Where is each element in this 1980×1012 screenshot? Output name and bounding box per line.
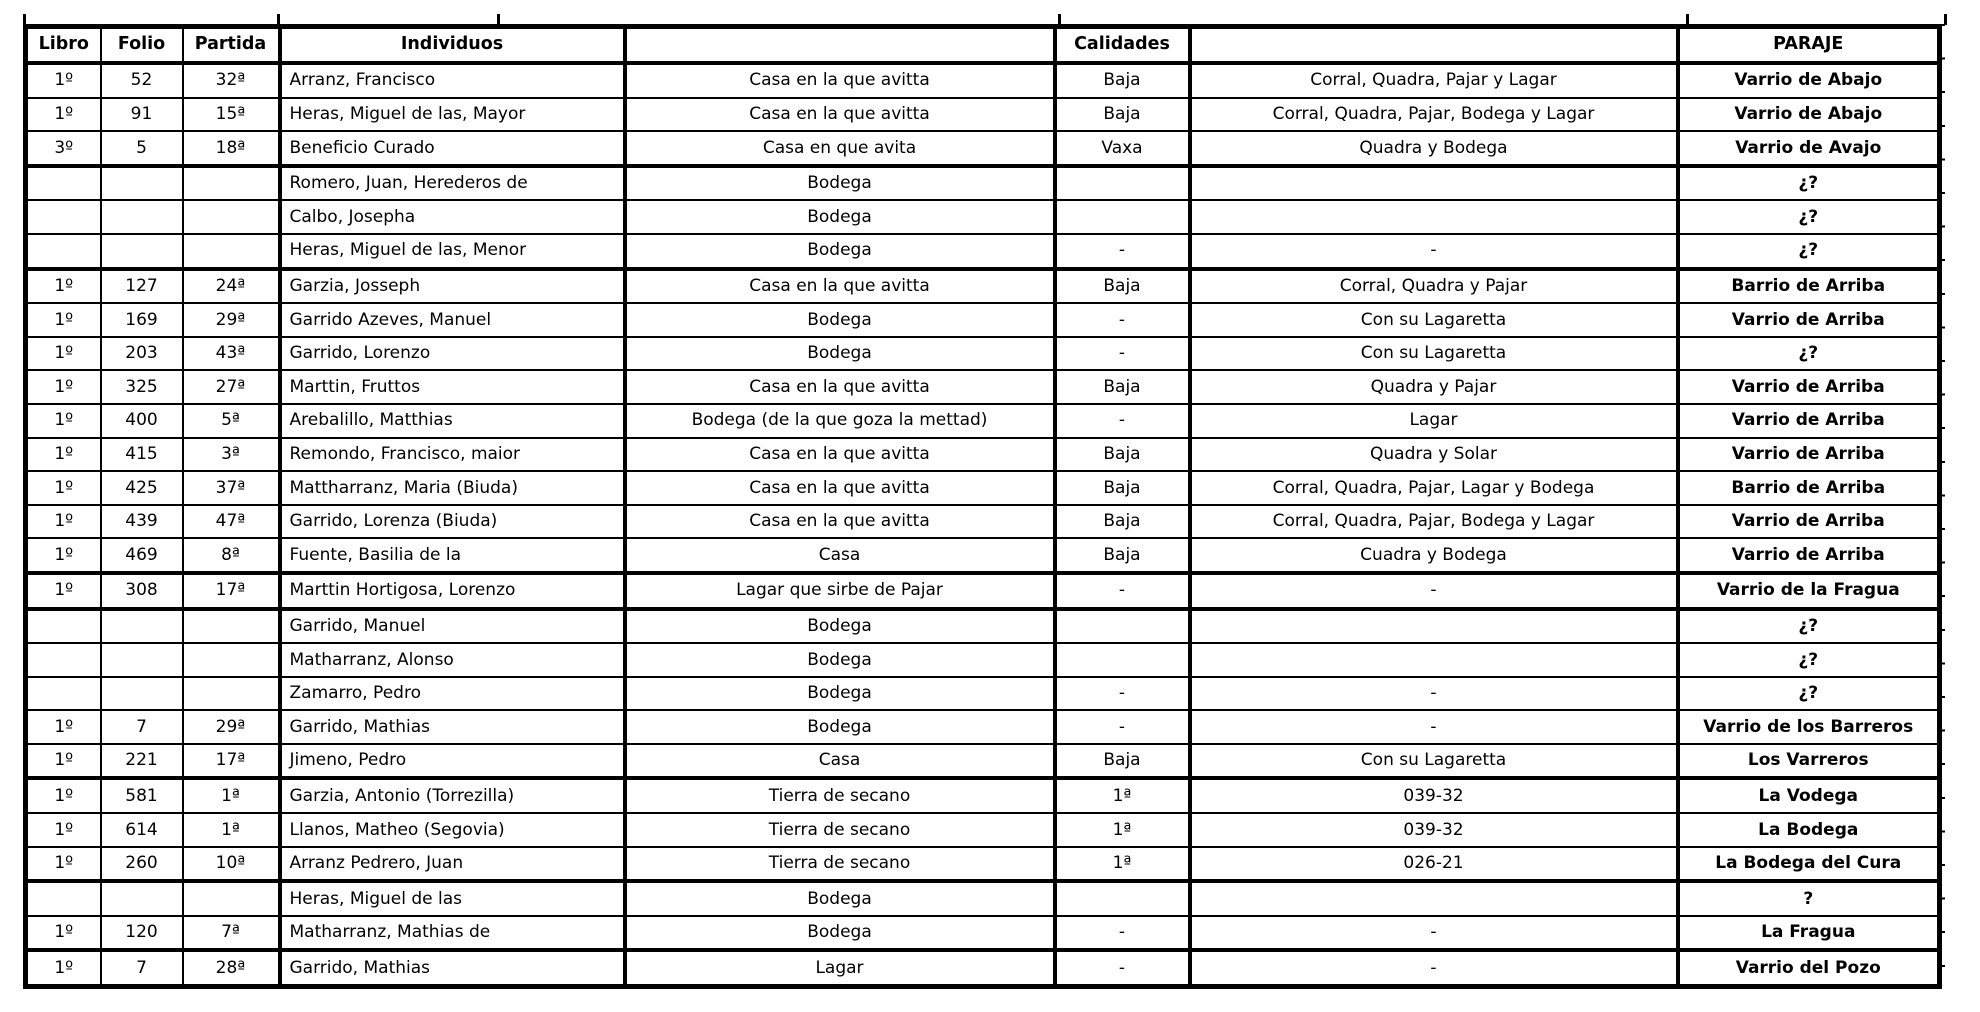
cell-descripcion: Bodega — [625, 234, 1055, 269]
cell-descripcion: Bodega — [625, 200, 1055, 234]
table-row — [26, 950, 1940, 986]
cell-paraje: ¿? — [1678, 643, 1940, 677]
cell-dependencias: - — [1190, 677, 1678, 711]
cell-libro — [26, 609, 101, 644]
table-row — [26, 710, 1940, 744]
cell-libro — [26, 881, 101, 916]
cell-descripcion: Bodega — [625, 166, 1055, 201]
cell-paraje: ¿? — [1678, 200, 1940, 234]
cell-folio: 614 — [101, 813, 183, 847]
cell-libro: 1º — [26, 63, 101, 98]
cell-partida — [183, 643, 280, 677]
cell-paraje: Barrio de Arriba — [1678, 471, 1940, 505]
cell-calidad: - — [1055, 337, 1190, 371]
cell-individuo: Romero, Juan, Herederos de — [280, 166, 625, 201]
cell-individuo: Garrido, Mathias — [280, 950, 625, 986]
table-row — [26, 200, 1940, 234]
cell-dependencias — [1190, 609, 1678, 644]
cell-libro: 1º — [26, 337, 101, 371]
cell-descripcion: Bodega (de la que goza la mettad) — [625, 404, 1055, 438]
cell-partida: 37ª — [183, 471, 280, 505]
table-row — [26, 609, 1940, 644]
cell-calidad: 1ª — [1055, 778, 1190, 813]
cell-individuo: Garrido, Mathias — [280, 710, 625, 744]
cell-individuo: Arranz, Francisco — [280, 63, 625, 98]
cell-descripcion: Bodega — [625, 643, 1055, 677]
cell-partida: 1ª — [183, 813, 280, 847]
cell-libro: 1º — [26, 744, 101, 779]
cell-paraje: Varrio de Arriba — [1678, 404, 1940, 438]
cell-individuo: Jimeno, Pedro — [280, 744, 625, 779]
cell-calidad: 1ª — [1055, 847, 1190, 882]
table-row — [26, 471, 1940, 505]
cell-paraje: Varrio del Pozo — [1678, 950, 1940, 986]
cell-individuo: Garzia, Josseph — [280, 269, 625, 304]
cell-dependencias: - — [1190, 573, 1678, 609]
cell-paraje: Varrio de la Fragua — [1678, 573, 1940, 609]
cell-libro — [26, 234, 101, 269]
cell-individuo: Arranz Pedrero, Juan — [280, 847, 625, 882]
cell-folio: 469 — [101, 538, 183, 573]
cell-partida: 17ª — [183, 744, 280, 779]
table-row — [26, 744, 1940, 779]
cell-dependencias: Quadra y Pajar — [1190, 370, 1678, 404]
cell-dependencias: - — [1190, 234, 1678, 269]
cell-descripcion: Casa en la que avitta — [625, 471, 1055, 505]
cell-libro: 1º — [26, 916, 101, 951]
cell-calidad: Baja — [1055, 744, 1190, 779]
table-row — [26, 98, 1940, 132]
cell-partida: 5ª — [183, 404, 280, 438]
cell-descripcion: Tierra de secano — [625, 847, 1055, 882]
cell-partida — [183, 200, 280, 234]
cell-calidad: Baja — [1055, 370, 1190, 404]
cell-folio: 169 — [101, 303, 183, 337]
cell-individuo: Remondo, Francisco, maior — [280, 438, 625, 472]
cell-folio: 581 — [101, 778, 183, 813]
cell-partida — [183, 677, 280, 711]
cell-partida: 7ª — [183, 916, 280, 951]
cell-descripcion: Tierra de secano — [625, 813, 1055, 847]
cell-calidad: Baja — [1055, 438, 1190, 472]
cell-descripcion: Bodega — [625, 881, 1055, 916]
cell-individuo: Calbo, Josepha — [280, 200, 625, 234]
cell-calidad: - — [1055, 950, 1190, 986]
cell-libro: 1º — [26, 471, 101, 505]
cell-folio: 120 — [101, 916, 183, 951]
cell-descripcion: Casa en la que avitta — [625, 505, 1055, 539]
cell-dependencias: - — [1190, 950, 1678, 986]
cell-paraje: Varrio de Arriba — [1678, 505, 1940, 539]
cell-folio: 7 — [101, 710, 183, 744]
cell-calidad — [1055, 200, 1190, 234]
cell-calidad: Baja — [1055, 98, 1190, 132]
cell-libro: 1º — [26, 847, 101, 882]
cell-folio — [101, 234, 183, 269]
cell-individuo: Marttin, Fruttos — [280, 370, 625, 404]
cell-dependencias — [1190, 200, 1678, 234]
header-individuos: Individuos — [280, 27, 625, 64]
cell-calidad: Baja — [1055, 63, 1190, 98]
cell-individuo: Marttin Hortigosa, Lorenzo — [280, 573, 625, 609]
cell-folio: 308 — [101, 573, 183, 609]
cell-individuo: Garzia, Antonio (Torrezilla) — [280, 778, 625, 813]
cell-calidad: - — [1055, 303, 1190, 337]
cell-libro: 1º — [26, 370, 101, 404]
cell-libro: 1º — [26, 950, 101, 986]
cell-individuo: Zamarro, Pedro — [280, 677, 625, 711]
cell-descripcion: Tierra de secano — [625, 778, 1055, 813]
table-row — [26, 881, 1940, 916]
cell-paraje: Barrio de Arriba — [1678, 269, 1940, 304]
cell-libro: 1º — [26, 505, 101, 539]
cell-dependencias — [1190, 881, 1678, 916]
cell-dependencias: Con su Lagaretta — [1190, 744, 1678, 779]
cell-dependencias: 039-32 — [1190, 813, 1678, 847]
cell-descripcion: Lagar — [625, 950, 1055, 986]
cell-descripcion: Lagar que sirbe de Pajar — [625, 573, 1055, 609]
cell-partida: 28ª — [183, 950, 280, 986]
cell-libro: 1º — [26, 538, 101, 573]
header-row — [26, 27, 1940, 64]
cell-paraje: La Bodega — [1678, 813, 1940, 847]
cell-libro: 3º — [26, 131, 101, 166]
cell-dependencias: Corral, Quadra, Pajar, Bodega y Lagar — [1190, 98, 1678, 132]
cell-libro: 1º — [26, 404, 101, 438]
cell-individuo: Arebalillo, Matthias — [280, 404, 625, 438]
cell-paraje: La Bodega del Cura — [1678, 847, 1940, 882]
cell-descripcion: Casa en que avita — [625, 131, 1055, 166]
header-partida: Partida — [183, 27, 280, 64]
cell-paraje: Varrio de Arriba — [1678, 303, 1940, 337]
cell-paraje: Varrio de Avajo — [1678, 131, 1940, 166]
cell-folio: 260 — [101, 847, 183, 882]
cell-partida: 27ª — [183, 370, 280, 404]
cell-descripcion: Bodega — [625, 916, 1055, 951]
cell-paraje: ¿? — [1678, 609, 1940, 644]
cell-folio: 91 — [101, 98, 183, 132]
cell-paraje: Varrio de Abajo — [1678, 63, 1940, 98]
cell-calidad: Baja — [1055, 471, 1190, 505]
cell-libro: 1º — [26, 573, 101, 609]
cell-folio — [101, 609, 183, 644]
cell-descripcion: Bodega — [625, 337, 1055, 371]
cell-individuo: Fuente, Basilia de la — [280, 538, 625, 573]
table-row — [26, 813, 1940, 847]
cell-paraje: Varrio de los Barreros — [1678, 710, 1940, 744]
cell-dependencias: Lagar — [1190, 404, 1678, 438]
cell-partida — [183, 234, 280, 269]
header-descripcion-blank — [625, 27, 1055, 64]
cell-individuo: Matharranz, Mathias de — [280, 916, 625, 951]
cell-partida: 32ª — [183, 63, 280, 98]
cell-individuo: Garrido Azeves, Manuel — [280, 303, 625, 337]
cell-libro — [26, 200, 101, 234]
cell-calidad: Vaxa — [1055, 131, 1190, 166]
header-libro: Libro — [26, 27, 101, 64]
cell-calidad: - — [1055, 677, 1190, 711]
table-row — [26, 234, 1940, 269]
cell-folio — [101, 881, 183, 916]
cell-folio: 5 — [101, 131, 183, 166]
cell-partida: 18ª — [183, 131, 280, 166]
cell-dependencias: Quadra y Solar — [1190, 438, 1678, 472]
cell-partida: 29ª — [183, 303, 280, 337]
cell-folio: 127 — [101, 269, 183, 304]
cell-folio — [101, 166, 183, 201]
cell-dependencias: Quadra y Bodega — [1190, 131, 1678, 166]
table-row — [26, 438, 1940, 472]
cell-paraje: Varrio de Arriba — [1678, 538, 1940, 573]
cell-paraje: La Fragua — [1678, 916, 1940, 951]
cell-calidad: - — [1055, 404, 1190, 438]
cell-libro: 1º — [26, 778, 101, 813]
cell-calidad: Baja — [1055, 538, 1190, 573]
cell-libro: 1º — [26, 710, 101, 744]
cell-partida: 43ª — [183, 337, 280, 371]
cell-paraje: Los Varreros — [1678, 744, 1940, 779]
cell-descripcion: Bodega — [625, 303, 1055, 337]
cell-descripcion: Casa en la que avitta — [625, 370, 1055, 404]
cell-descripcion: Casa en la que avitta — [625, 269, 1055, 304]
table-row — [26, 643, 1940, 677]
cell-folio: 425 — [101, 471, 183, 505]
cell-individuo: Llanos, Matheo (Segovia) — [280, 813, 625, 847]
cell-descripcion: Casa en la que avitta — [625, 98, 1055, 132]
header-folio: Folio — [101, 27, 183, 64]
table-row — [26, 269, 1940, 304]
cell-dependencias: 026-21 — [1190, 847, 1678, 882]
cell-calidad — [1055, 166, 1190, 201]
table-row — [26, 505, 1940, 539]
cell-paraje: Varrio de Arriba — [1678, 370, 1940, 404]
table-row — [26, 538, 1940, 573]
cell-libro: 1º — [26, 98, 101, 132]
cell-calidad: - — [1055, 916, 1190, 951]
cell-individuo: Matharranz, Alonso — [280, 643, 625, 677]
cell-individuo: Beneficio Curado — [280, 131, 625, 166]
cell-individuo: Garrido, Manuel — [280, 609, 625, 644]
registry-table — [23, 24, 1942, 989]
table-row — [26, 916, 1940, 951]
cell-folio: 7 — [101, 950, 183, 986]
cell-partida — [183, 609, 280, 644]
cell-partida: 17ª — [183, 573, 280, 609]
cell-folio: 203 — [101, 337, 183, 371]
cell-calidad: - — [1055, 710, 1190, 744]
cell-calidad: Baja — [1055, 269, 1190, 304]
cell-calidad: - — [1055, 234, 1190, 269]
cell-descripcion: Casa — [625, 538, 1055, 573]
cell-dependencias: Con su Lagaretta — [1190, 303, 1678, 337]
cell-partida — [183, 881, 280, 916]
table-row — [26, 778, 1940, 813]
cell-partida: 29ª — [183, 710, 280, 744]
cell-folio: 439 — [101, 505, 183, 539]
cell-partida: 10ª — [183, 847, 280, 882]
cell-folio — [101, 643, 183, 677]
cell-paraje: Varrio de Arriba — [1678, 438, 1940, 472]
cell-partida: 15ª — [183, 98, 280, 132]
cell-descripcion: Casa — [625, 744, 1055, 779]
cell-folio: 221 — [101, 744, 183, 779]
cell-dependencias: Corral, Quadra, Pajar, Lagar y Bodega — [1190, 471, 1678, 505]
cell-descripcion: Bodega — [625, 710, 1055, 744]
cell-descripcion: Bodega — [625, 677, 1055, 711]
cell-dependencias: Cuadra y Bodega — [1190, 538, 1678, 573]
cell-dependencias — [1190, 166, 1678, 201]
cell-partida — [183, 166, 280, 201]
cell-dependencias: 039-32 — [1190, 778, 1678, 813]
cell-partida: 8ª — [183, 538, 280, 573]
table-row — [26, 370, 1940, 404]
table-row — [26, 337, 1940, 371]
table-row — [26, 404, 1940, 438]
table-row — [26, 63, 1940, 98]
cell-paraje: La Vodega — [1678, 778, 1940, 813]
cell-descripcion: Casa en la que avitta — [625, 438, 1055, 472]
cell-paraje: Varrio de Abajo — [1678, 98, 1940, 132]
cell-calidad: - — [1055, 573, 1190, 609]
cell-calidad: 1ª — [1055, 813, 1190, 847]
cell-libro: 1º — [26, 269, 101, 304]
cell-partida: 1ª — [183, 778, 280, 813]
cell-individuo: Heras, Miguel de las — [280, 881, 625, 916]
cell-dependencias: - — [1190, 916, 1678, 951]
cell-partida: 3ª — [183, 438, 280, 472]
cell-dependencias: Corral, Quadra, Pajar y Lagar — [1190, 63, 1678, 98]
cell-libro: 1º — [26, 813, 101, 847]
cell-individuo: Mattharranz, Maria (Biuda) — [280, 471, 625, 505]
cell-dependencias: - — [1190, 710, 1678, 744]
table-row — [26, 847, 1940, 882]
cell-libro — [26, 677, 101, 711]
cell-libro — [26, 166, 101, 201]
cell-folio: 415 — [101, 438, 183, 472]
cell-calidad — [1055, 643, 1190, 677]
table-row — [26, 303, 1940, 337]
header-paraje: PARAJE — [1678, 27, 1940, 64]
header-calidades: Calidades — [1055, 27, 1190, 64]
cell-libro — [26, 643, 101, 677]
cell-individuo: Heras, Miguel de las, Menor — [280, 234, 625, 269]
cell-dependencias — [1190, 643, 1678, 677]
cell-folio: 400 — [101, 404, 183, 438]
table-row — [26, 677, 1940, 711]
cell-folio: 52 — [101, 63, 183, 98]
cell-calidad — [1055, 881, 1190, 916]
cell-paraje: ? — [1678, 881, 1940, 916]
table-row — [26, 573, 1940, 609]
cell-individuo: Garrido, Lorenza (Biuda) — [280, 505, 625, 539]
cell-paraje: ¿? — [1678, 677, 1940, 711]
cell-folio — [101, 200, 183, 234]
table-row — [26, 166, 1940, 201]
cell-calidad: Baja — [1055, 505, 1190, 539]
cell-folio: 325 — [101, 370, 183, 404]
cell-paraje: ¿? — [1678, 337, 1940, 371]
cell-libro: 1º — [26, 303, 101, 337]
cell-individuo: Garrido, Lorenzo — [280, 337, 625, 371]
cell-dependencias: Corral, Quadra, Pajar, Bodega y Lagar — [1190, 505, 1678, 539]
table-row — [26, 131, 1940, 166]
cell-partida: 47ª — [183, 505, 280, 539]
cell-paraje: ¿? — [1678, 234, 1940, 269]
cell-paraje: ¿? — [1678, 166, 1940, 201]
cell-descripcion: Bodega — [625, 609, 1055, 644]
cell-individuo: Heras, Miguel de las, Mayor — [280, 98, 625, 132]
cell-dependencias: Con su Lagaretta — [1190, 337, 1678, 371]
cell-folio — [101, 677, 183, 711]
cell-libro: 1º — [26, 438, 101, 472]
cell-descripcion: Casa en la que avitta — [625, 63, 1055, 98]
header-dependencias-blank — [1190, 27, 1678, 64]
cell-partida: 24ª — [183, 269, 280, 304]
cell-calidad — [1055, 609, 1190, 644]
cell-dependencias: Corral, Quadra y Pajar — [1190, 269, 1678, 304]
